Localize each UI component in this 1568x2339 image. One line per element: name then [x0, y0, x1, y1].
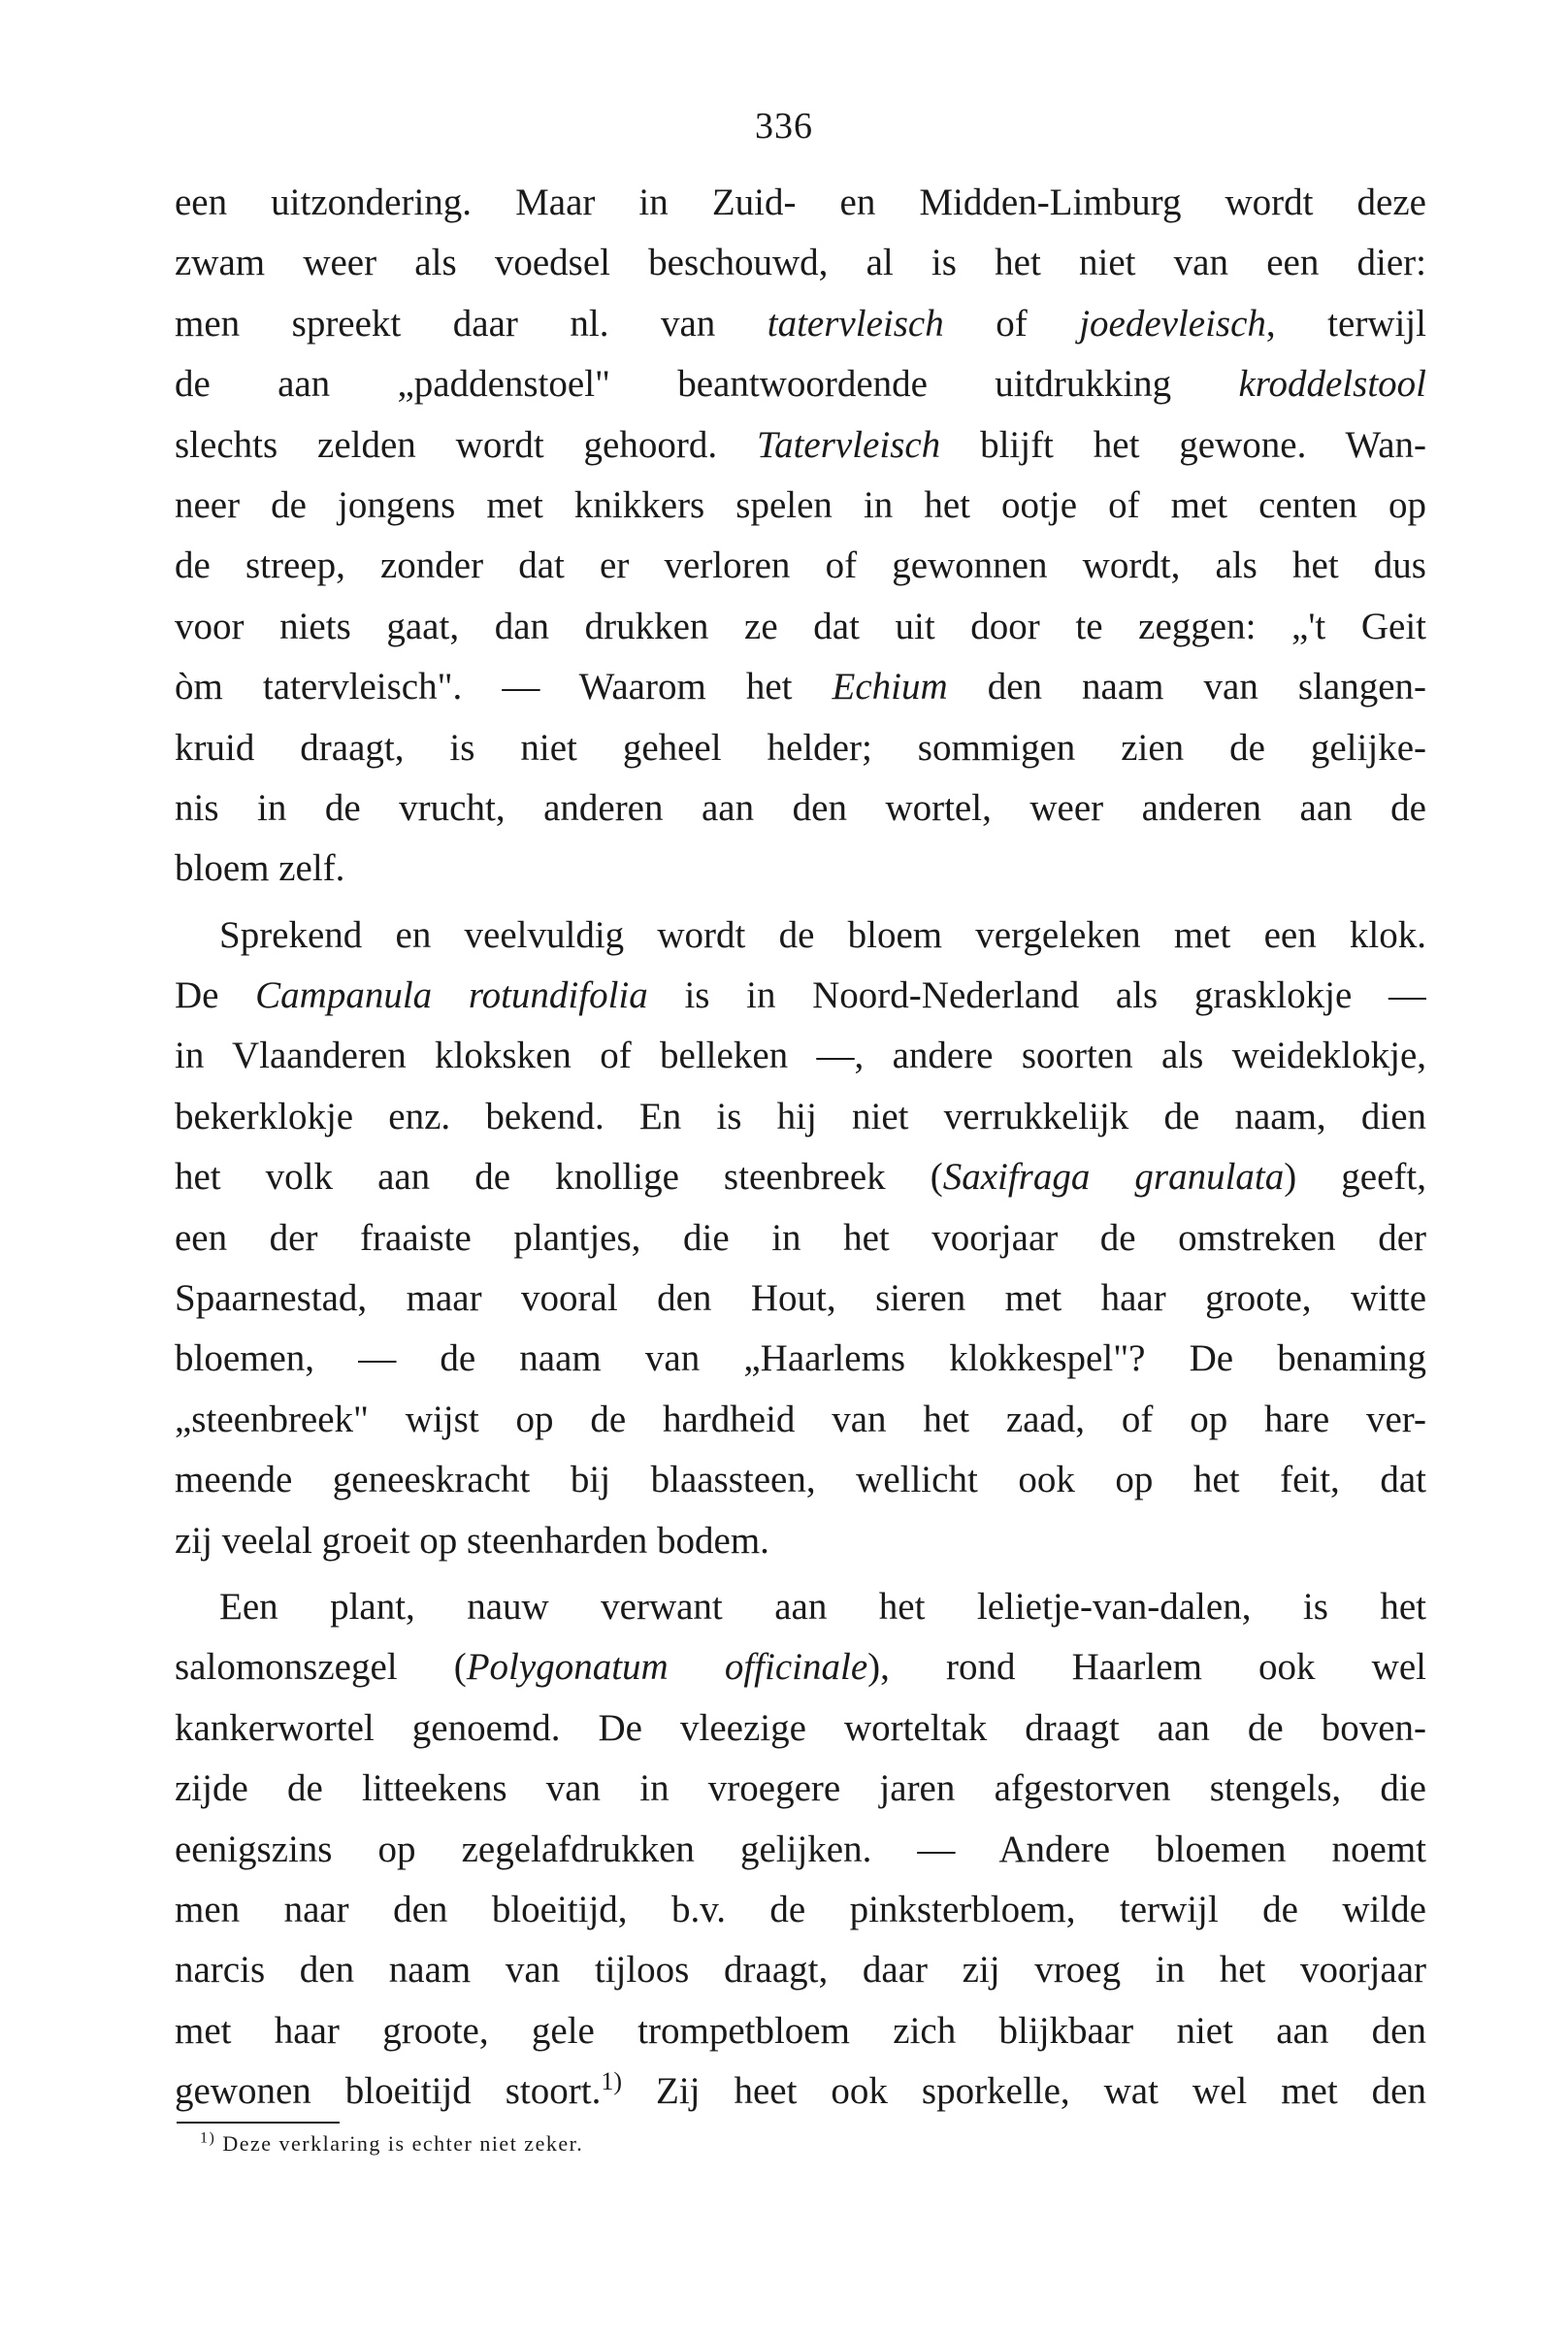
- text-line: [175, 1940, 1426, 2000]
- text-line: [175, 354, 1426, 414]
- text-run: nis in de vrucht, anderen aan den wortel, weer anderen aan de: [175, 786, 1426, 829]
- text-run: men spreekt daar nl. van: [175, 302, 768, 345]
- text-line: [175, 657, 1426, 717]
- text-run: bloemen, — de naam van „Haarlems klokkespel"? De benaming: [175, 1337, 1426, 1380]
- paragraph: [175, 173, 1426, 900]
- text-run: kruid draagt, is niet geheel helder; sommigen zien de gelijke-: [175, 726, 1426, 769]
- paragraph: [175, 906, 1426, 1571]
- text-line: [175, 233, 1426, 293]
- text-run: Spaarnestad, maar vooral den Hout, sieren met haar groote, witte: [175, 1277, 1426, 1320]
- text-line: [175, 2061, 1426, 2122]
- italic-term: Polygonatum officinale: [466, 1646, 868, 1689]
- text-line: [175, 1268, 1426, 1329]
- text-run: De: [175, 974, 256, 1017]
- text-run: voor niets gaat, dan drukken ze dat uit door te zeggen: „'t Geit: [175, 605, 1426, 647]
- text-run: bloem zelf.: [175, 847, 345, 890]
- text-run: een der fraaiste plantjes, die in het voorjaar de omstreken der: [175, 1216, 1426, 1259]
- text-line: [175, 718, 1426, 778]
- text-run: narcis den naam van tijloos draagt, daar zij vroeg in het voorjaar: [175, 1949, 1426, 1992]
- text-run: de streep, zonder dat er verloren of gewonnen wordt, als het dus: [175, 544, 1426, 587]
- text-run: gewonen bloeitijd stoort.: [175, 2070, 602, 2113]
- text-run: met haar groote, gele trompetbloem zich blijkbaar niet aan den: [175, 2009, 1426, 2052]
- italic-term: joedevleisch: [1079, 302, 1266, 345]
- text-run: blijft het gewone. Wan-: [940, 423, 1426, 466]
- footnote-rule: [177, 2122, 340, 2124]
- text-run: zwam weer als voedsel beschouwd, al is het niet van een dier:: [175, 242, 1426, 284]
- text-run: een uitzondering. Maar in Zuid- en Midden-Limburg wordt deze: [175, 181, 1426, 223]
- text-run: kankerwortel genoemd. De vleezige worteltak draagt aan de boven-: [175, 1706, 1426, 1749]
- text-run: ) geeft,: [1284, 1156, 1426, 1199]
- text-run: ), rond Haarlem ook wel: [867, 1646, 1426, 1689]
- text-line: [175, 1390, 1426, 1450]
- italic-term: kroddelstool: [1238, 363, 1426, 406]
- text-line: [175, 1637, 1426, 1697]
- text-run: of: [943, 302, 1080, 345]
- italic-term: Echium: [832, 666, 948, 708]
- text-line: [175, 597, 1426, 657]
- text-run: meende geneeskracht bij blaassteen, wellicht ook op het feit, dat: [175, 1459, 1426, 1501]
- italic-term: Saxifraga granulata: [942, 1156, 1285, 1199]
- text-run: den naam van slangen-: [947, 666, 1426, 708]
- page-number: 336: [755, 106, 813, 147]
- text-line: [175, 839, 1426, 899]
- text-line: [175, 1026, 1426, 1086]
- text-line: [175, 778, 1426, 839]
- text-run: de aan „paddenstoel" beantwoordende uitdrukking: [175, 363, 1239, 406]
- text-line: [175, 1698, 1426, 1759]
- footnote: [200, 2131, 583, 2157]
- text-line: [175, 415, 1426, 476]
- italic-term: Tatervleisch: [756, 423, 941, 466]
- text-run: in Vlaanderen kloksken of belleken —, andere soorten als weideklokje,: [175, 1035, 1426, 1077]
- text-line: [175, 1880, 1426, 1940]
- text-run: salomonszegel (: [175, 1646, 467, 1689]
- footnote-text: Deze verklaring is echter niet zeker.: [215, 2131, 584, 2156]
- text-line: [175, 1820, 1426, 1880]
- text-run: zij veelal groeit op steenharden bodem.: [175, 1519, 769, 1562]
- text-line: [175, 536, 1426, 596]
- text-run: is in Noord-Nederland als grasklokje —: [647, 974, 1426, 1017]
- text-run: het volk aan de knollige steenbreek (: [175, 1156, 943, 1199]
- text-line: [175, 906, 1426, 966]
- paragraph: [175, 1577, 1426, 2123]
- text-line: [175, 1450, 1426, 1510]
- text-line: [175, 476, 1426, 536]
- text-run: men naar den bloeitijd, b.v. de pinksterbloem, terwijl de wilde: [175, 1888, 1426, 1930]
- text-line: [175, 1087, 1426, 1147]
- text-run: „steenbreek" wijst op de hardheid van het zaad, of op hare ver-: [175, 1398, 1426, 1440]
- text-run: , terwijl: [1265, 302, 1426, 345]
- text-line: [175, 1759, 1426, 1819]
- text-run: Sprekend en veelvuldig wordt de bloem vergeleken met een klok.: [219, 913, 1426, 956]
- text-line: [175, 1511, 1426, 1571]
- italic-term: Campanula rotundifolia: [255, 974, 648, 1017]
- text-line: [175, 2001, 1426, 2061]
- text-run: Een plant, nauw verwant aan het lelietje-van-dalen, is het: [219, 1585, 1426, 1628]
- text-line: [175, 173, 1426, 233]
- text-run: neer de jongens met knikkers spelen in het ootje of met centen op: [175, 483, 1426, 526]
- text-run: bekerklokje enz. bekend. En is hij niet verrukkelijk de naam, dien: [175, 1095, 1426, 1137]
- text-run: eenigszins op zegelafdrukken gelijken. — Andere bloemen noemt: [175, 1828, 1426, 1870]
- text-line: [175, 294, 1426, 354]
- text-line: [175, 1577, 1426, 1637]
- italic-term: tatervleisch: [767, 302, 944, 345]
- footnote-marker: 1): [200, 2129, 216, 2147]
- text-line: [175, 1329, 1426, 1389]
- body-text: [175, 173, 1426, 2123]
- text-run: zijde de litteekens van in vroegere jaren afgestorven stengels, die: [175, 1767, 1426, 1810]
- text-run: òm tatervleisch". — Waarom het: [175, 666, 833, 708]
- text-line: [175, 966, 1426, 1026]
- text-line: [175, 1147, 1426, 1207]
- text-run: slechts zelden wordt gehoord.: [175, 423, 757, 466]
- text-line: [175, 1208, 1426, 1268]
- text-run: Zij heet ook sporkelle, wat wel met den: [622, 2070, 1426, 2113]
- footnote-reference: 1): [601, 2067, 623, 2096]
